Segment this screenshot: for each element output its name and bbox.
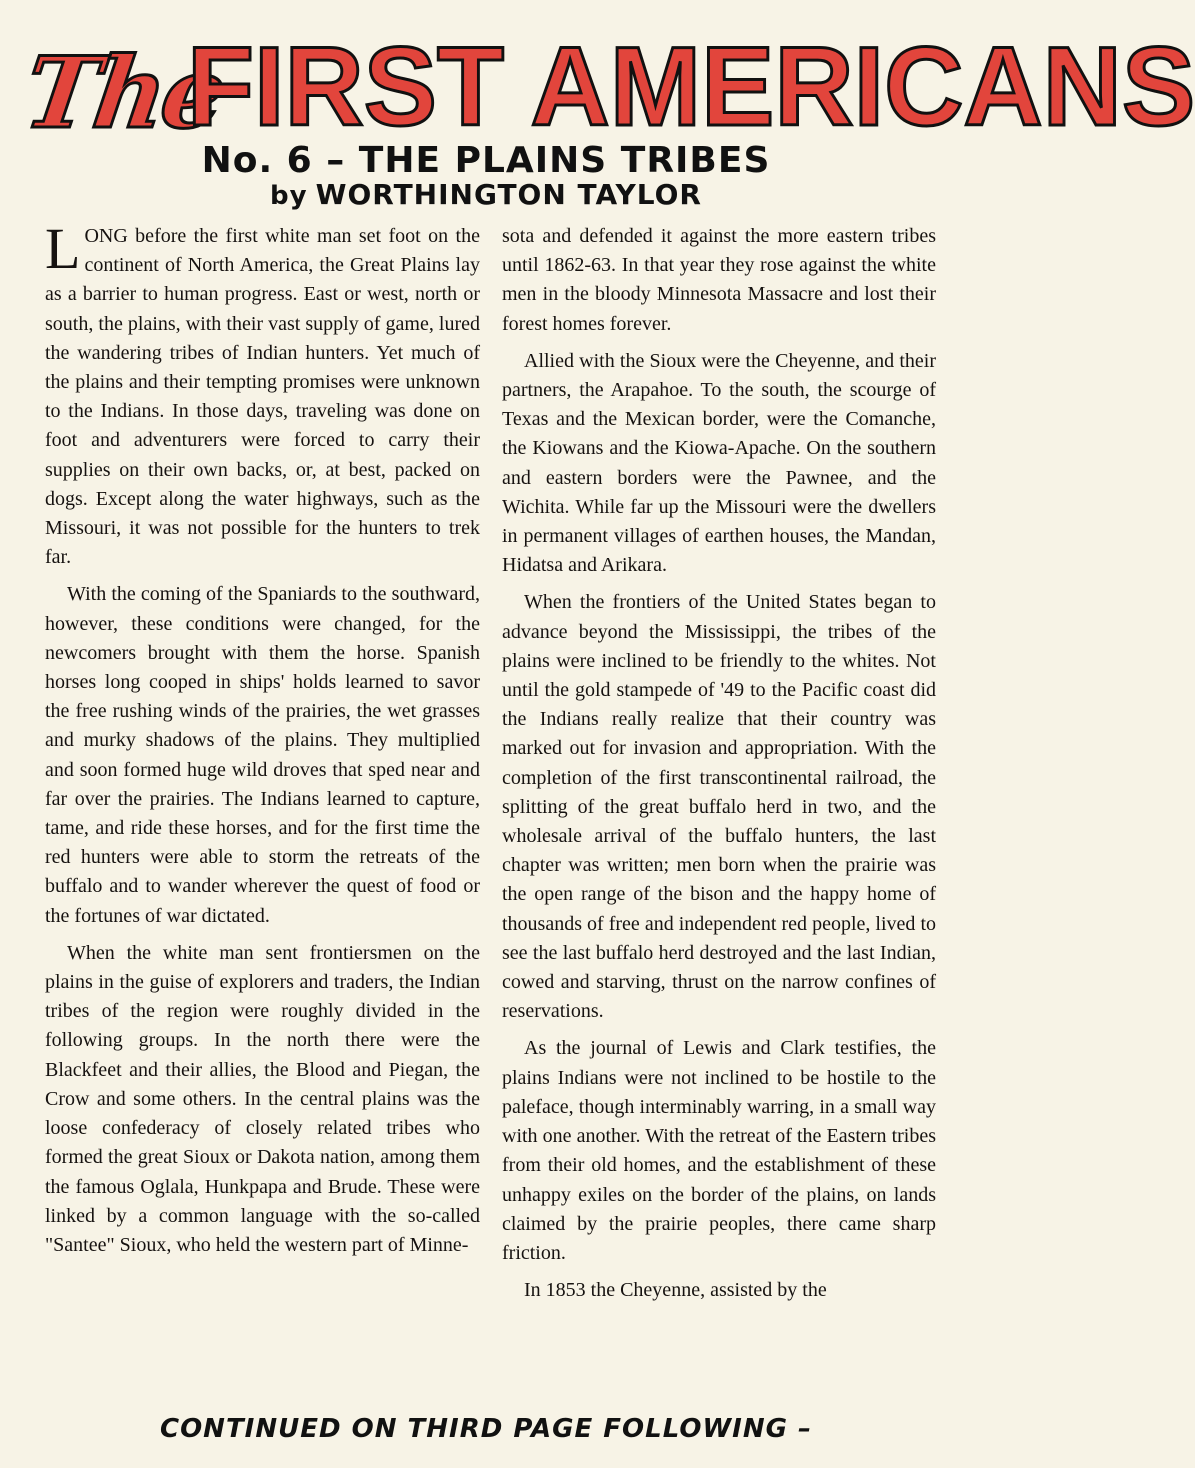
paragraph [45,216,480,572]
title-main: FIRST AMERICANS [187,24,1195,149]
drop-cap: L [45,216,81,281]
paragraph: As the journal of Lewis and Clark testifies, the plains Indians were not inclined to be hostile to the paleface, though interminably warring, in a small way with one another. With the retreat of the Eastern tribes from their old homes, and the establishment of these unhappy exiles on the border of the plains, on lands claimed by the prairie peoples, there came sharp friction. [502,1037,936,1264]
paragraph: With the coming of the Spaniards to the southward, however, these conditions were changed, for the newcomers brought with them the horse. Spanish horses long cooped in ships' holds learned to savor the free rushing winds of the prairies, the wet grasses and murky shadows of the plains. They multiplied and soon formed huge wild droves that sped near and far over the prairies. The Indians learned to capture, tame, and ride these horses, and for the first time the red hunters were able to storm the retreats of the buffalo and to wander wherever the quest of food or the fortunes of war dictated. [45,583,480,927]
paragraph-text: ONG before the first white man set foot on the continent of North America, the Great Plains lay as a barrier to human progress. East or west, north or south, the plains, with their vast supply of game, lured the wandering tribes of Indian hunters. Yet much of the plains and their tempting promises were unknown to the Indians. In those days, traveling was done on foot and adventurers were forced to carry their supplies on their own backs, or, at best, packed on dogs. Except along the water highways, such as the Missouri, it was not possible for the hunters to trek far. [45,225,480,569]
paragraph: In 1853 the Cheyenne, assisted by the [524,1279,827,1302]
subtitle: No. 6 – THE PLAINS TRIBES [201,140,771,181]
paragraph: When the white man sent frontiersmen on the plains in the guise of explorers and traders, the Indian tribes of the region were roughly divided in the following groups. In the north there were the Blackfeet and their allies, the Blood and Piegan, the Crow and some others. In the central plains was the loose confederacy of closely related tribes who formed the great Sioux or Dakota nation, among them the famous Oglala, Hunkpapa and Brude. These were linked by a common language with the so-called "Santee" Sioux, who held the western part of Minne- [45,941,480,1256]
title-prefix: The [17,36,229,151]
left-column [45,216,480,1268]
paragraph: Allied with the Sioux were the Cheyenne, and their partners, the Arapahoe. To the south, the scourge of Texas and the Mexican border, were the Comanche, the Kiowans and the Kiowa-Apache. On the southern and eastern borders were the Pawnee, and the Wichita. While far up the Missouri were the dwellers in permanent villages of earthen houses, the Mandan, Hidatsa and Arikara. [502,349,936,577]
continued-footer: CONTINUED ON THIRD PAGE FOLLOWING – [160,1414,812,1444]
right-column [502,222,936,1313]
page-title [17,22,1195,152]
byline-by: by [270,181,308,211]
byline [0,178,972,213]
paragraph: sota and defended it against the more eastern tribes until 1862-63. In that year they rose against the white men in the bloody Minnesota Massacre and lost their forest homes forever. [502,225,936,335]
paragraph: When the frontiers of the United States began to advance beyond the Mississippi, the tribes of the plains were inclined to be friendly to the whites. Not until the gold stampede of '49 to the Pacific coast did the Indians really realize that their country was marked out for invasion and appropriation. With the completion of the first transcontinental railroad, the splitting of the great buffalo herd in two, and the wholesale arrival of the buffalo hunters, the last chapter was written; men born when the prairie was the open range of the bison and the happy home of thousands of free and independent red people, lived to see the last buffalo herd destroyed and the last Indian, cowed and starving, thrust on the narrow confines of reservations. [502,591,936,1023]
byline-author: WORTHINGTON TAYLOR [315,178,702,211]
